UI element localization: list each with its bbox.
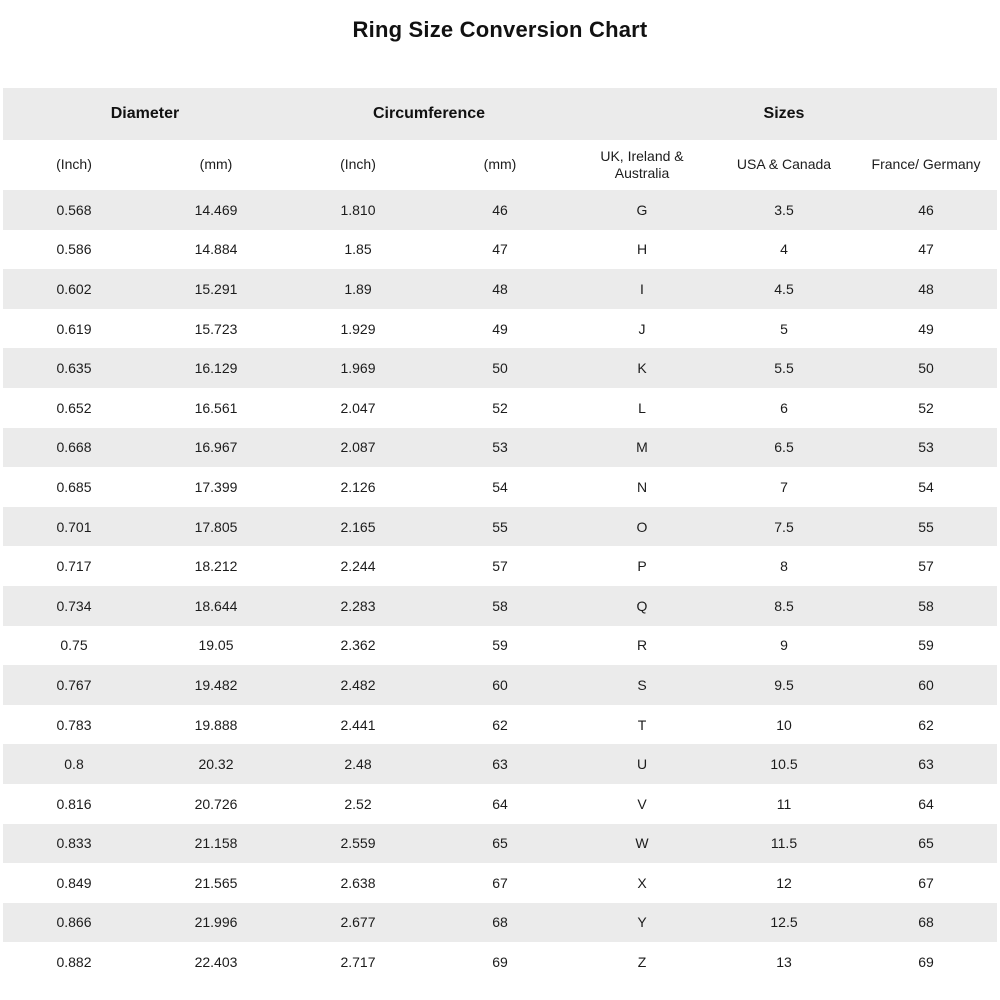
- table-cell: 52: [918, 399, 934, 416]
- table-cell: 0.602: [56, 280, 92, 297]
- table-cell: K: [637, 360, 647, 377]
- table-cell: 59: [918, 637, 934, 654]
- table-cell: 21.158: [194, 835, 238, 852]
- table-body: [3, 190, 997, 982]
- table-cell: 4.5: [774, 280, 794, 297]
- table-cell: O: [636, 518, 648, 535]
- table-cell: T: [637, 716, 647, 733]
- table-row: [3, 665, 997, 705]
- table-cell: 49: [918, 320, 934, 337]
- table-cell: 15.291: [194, 280, 238, 297]
- table-cell: 2.244: [340, 558, 376, 575]
- table-cell: 11: [776, 795, 792, 812]
- table-cell: 10.5: [770, 756, 798, 773]
- column-header-circumference-inch: (Inch): [287, 140, 429, 190]
- table-cell: 62: [492, 716, 508, 733]
- table-cell: 54: [918, 478, 934, 495]
- table-cell: 53: [492, 439, 508, 456]
- table-cell: 20.726: [194, 795, 238, 812]
- group-header-diameter: Diameter: [3, 88, 287, 140]
- table-cell: 63: [492, 756, 508, 773]
- table-cell: N: [636, 478, 648, 495]
- column-header-diameter-inch: (Inch): [3, 140, 145, 190]
- table-row: [3, 863, 997, 903]
- table-cell: R: [636, 637, 648, 654]
- table-cell: S: [637, 676, 647, 693]
- table-cell: 0.668: [56, 439, 92, 456]
- table-cell: 2.48: [344, 756, 372, 773]
- table-cell: 15.723: [194, 320, 238, 337]
- table-cell: 5.5: [774, 360, 794, 377]
- table-cell: 14.884: [194, 241, 238, 258]
- column-header-diameter-mm: (mm): [145, 140, 287, 190]
- table-cell: 2.362: [340, 637, 376, 654]
- table-cell: 60: [492, 676, 508, 693]
- table-row: [3, 546, 997, 586]
- table-row: [3, 744, 997, 784]
- table-cell: 46: [492, 201, 508, 218]
- table-cell: 67: [492, 874, 508, 891]
- table-cell: 65: [918, 835, 934, 852]
- table-cell: 2.559: [340, 835, 376, 852]
- table-cell: Y: [637, 914, 647, 931]
- table-cell: 2.717: [340, 954, 376, 971]
- table-row: [3, 388, 997, 428]
- table-cell: 55: [492, 518, 508, 535]
- table-cell: 7: [780, 478, 788, 495]
- table-row: [3, 942, 997, 982]
- table-cell: 54: [492, 478, 508, 495]
- page-title: Ring Size Conversion Chart: [352, 17, 648, 42]
- table-cell: W: [635, 835, 649, 852]
- table-cell: H: [636, 241, 648, 258]
- table-cell: 1.85: [344, 241, 372, 258]
- table-row: [3, 428, 997, 468]
- table-cell: 8: [780, 558, 788, 575]
- table-cell: 0.75: [60, 637, 88, 654]
- table-cell: 50: [492, 360, 508, 377]
- table-cell: 0.816: [56, 795, 92, 812]
- table-cell: 58: [492, 597, 508, 614]
- table-cell: 1.89: [344, 280, 372, 297]
- table-cell: 2.441: [340, 716, 376, 733]
- table-cell: 9: [780, 637, 788, 654]
- table-cell: M: [636, 439, 648, 456]
- table-cell: 12: [776, 874, 792, 891]
- table-cell: 0.734: [56, 597, 92, 614]
- table-cell: 48: [918, 280, 934, 297]
- table-cell: G: [636, 201, 648, 218]
- table-cell: I: [640, 280, 644, 297]
- table-cell: 2.087: [340, 439, 376, 456]
- table-row: [3, 784, 997, 824]
- group-header-circumference: Circumference: [287, 88, 571, 140]
- table-cell: 2.165: [340, 518, 376, 535]
- table-cell: 0.701: [56, 518, 92, 535]
- table-cell: 2.126: [340, 478, 376, 495]
- table-cell: 11.5: [770, 835, 798, 852]
- column-header-usa-canada: USA & Canada: [713, 140, 855, 190]
- table-cell: 0.783: [56, 716, 92, 733]
- table-cell: 57: [918, 558, 934, 575]
- table-cell: 0.619: [56, 320, 92, 337]
- table-cell: 48: [492, 280, 508, 297]
- table-cell: 19.482: [194, 676, 238, 693]
- table-cell: 2.638: [340, 874, 376, 891]
- table-cell: 16.561: [194, 399, 238, 416]
- table-cell: 0.849: [56, 874, 92, 891]
- table-cell: 49: [492, 320, 508, 337]
- table-cell: 46: [918, 201, 934, 218]
- table-cell: 50: [918, 360, 934, 377]
- table-cell: 12.5: [770, 914, 798, 931]
- table-cell: 0.586: [56, 241, 92, 258]
- table-cell: 64: [918, 795, 934, 812]
- table-cell: 10: [776, 716, 792, 733]
- table-cell: 19.888: [194, 716, 238, 733]
- table-cell: 69: [918, 954, 934, 971]
- table-cell: 2.047: [340, 399, 376, 416]
- table-cell: 0.767: [56, 676, 92, 693]
- table-cell: 16.967: [194, 439, 238, 456]
- table-cell: 55: [918, 518, 934, 535]
- table-row: [3, 269, 997, 309]
- table-cell: 17.399: [194, 478, 238, 495]
- table-cell: 53: [918, 439, 934, 456]
- table-row: [3, 230, 997, 270]
- column-header-uk-ireland-australia: UK, Ireland & Australia: [571, 140, 713, 190]
- table-cell: 2.677: [340, 914, 376, 931]
- table-cell: 8.5: [774, 597, 794, 614]
- table-cell: 1.969: [340, 360, 376, 377]
- table-cell: 3.5: [774, 201, 794, 218]
- table-row: [3, 586, 997, 626]
- table-cell: 1.810: [340, 201, 376, 218]
- column-header-circumference-mm: (mm): [429, 140, 571, 190]
- table-cell: 2.283: [340, 597, 376, 614]
- table-cell: 9.5: [774, 676, 794, 693]
- group-header-row: [3, 88, 997, 140]
- table-cell: 19.05: [198, 637, 234, 654]
- table-cell: 62: [918, 716, 934, 733]
- table-row: [3, 309, 997, 349]
- table-row: [3, 190, 997, 230]
- table-row: [3, 467, 997, 507]
- table-cell: 0.652: [56, 399, 92, 416]
- table-cell: 14.469: [194, 201, 238, 218]
- table-cell: 69: [492, 954, 508, 971]
- table-cell: 0.882: [56, 954, 92, 971]
- group-header-sizes: Sizes: [571, 88, 997, 140]
- column-header-row: [3, 140, 997, 190]
- table-cell: 18.212: [194, 558, 238, 575]
- table-cell: 2.52: [344, 795, 372, 812]
- table-cell: 22.403: [194, 954, 238, 971]
- table-cell: 20.32: [198, 756, 234, 773]
- table-cell: 59: [492, 637, 508, 654]
- table-cell: 0.866: [56, 914, 92, 931]
- table-cell: 0.685: [56, 478, 92, 495]
- table-row: [3, 705, 997, 745]
- table-cell: 47: [918, 241, 934, 258]
- table-cell: 63: [918, 756, 934, 773]
- table-cell: 4: [780, 241, 788, 258]
- table-cell: X: [637, 874, 647, 891]
- table-cell: 18.644: [194, 597, 238, 614]
- table-cell: U: [636, 756, 648, 773]
- table-cell: 17.805: [194, 518, 238, 535]
- table-cell: 68: [492, 914, 508, 931]
- table-cell: J: [638, 320, 646, 337]
- table-cell: 0.568: [56, 201, 92, 218]
- table-row: [3, 626, 997, 666]
- table-cell: 2.482: [340, 676, 376, 693]
- table-cell: 16.129: [194, 360, 238, 377]
- table-cell: 65: [492, 835, 508, 852]
- table-cell: 21.996: [194, 914, 238, 931]
- table-row: [3, 507, 997, 547]
- table-cell: 5: [780, 320, 788, 337]
- table-cell: 7.5: [774, 518, 794, 535]
- table-cell: L: [638, 399, 646, 416]
- table-cell: 0.833: [56, 835, 92, 852]
- table-cell: 21.565: [194, 874, 238, 891]
- table-cell: 57: [492, 558, 508, 575]
- table-row: [3, 903, 997, 943]
- table-cell: 64: [492, 795, 508, 812]
- table-row: [3, 348, 997, 388]
- table-cell: Z: [637, 954, 647, 971]
- table-cell: 6.5: [774, 439, 794, 456]
- table-cell: V: [637, 795, 647, 812]
- table-cell: 0.8: [64, 756, 84, 773]
- table-cell: 0.717: [56, 558, 92, 575]
- table-cell: 60: [918, 676, 934, 693]
- table-cell: 47: [492, 241, 508, 258]
- table-cell: 67: [918, 874, 934, 891]
- table-cell: 52: [492, 399, 508, 416]
- table-cell: Q: [636, 597, 648, 614]
- table-cell: 68: [918, 914, 934, 931]
- ring-size-table: [3, 88, 997, 982]
- table-cell: P: [637, 558, 647, 575]
- table-cell: 0.635: [56, 360, 92, 377]
- table-cell: 13: [776, 954, 792, 971]
- column-header-france-germany: France/ Germany: [855, 140, 997, 190]
- table-header: [3, 88, 997, 190]
- table-cell: 58: [918, 597, 934, 614]
- table-cell: 6: [780, 399, 788, 416]
- table-row: [3, 824, 997, 864]
- table-cell: 1.929: [340, 320, 376, 337]
